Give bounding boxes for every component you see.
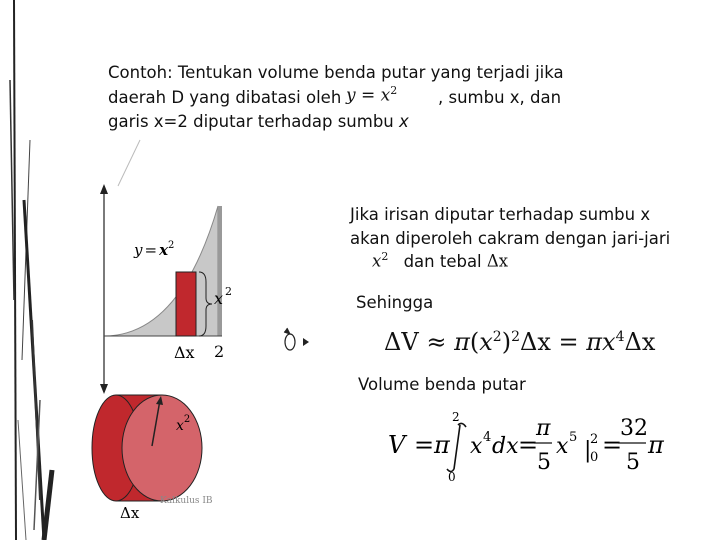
problem-line-2-start: daerah D yang dibatasi oleh	[108, 88, 342, 107]
svg-text:π: π	[434, 431, 450, 459]
thickness-symbol: Δx	[486, 251, 509, 271]
explanation-line-2: akan diperoleh cakram dengan jari-jari	[350, 229, 671, 248]
volume-label: Volume benda putar	[358, 375, 526, 394]
sehingga-label: Sehingga	[356, 293, 434, 312]
svg-text:x: x	[556, 434, 569, 459]
svg-text:=: =	[518, 431, 539, 459]
svg-text:dx: dx	[492, 434, 519, 459]
disk-dx-label: Δx	[120, 504, 140, 522]
explanation-line-3: $x^2$ dan tebal Δx	[372, 250, 509, 271]
svg-text:2: 2	[452, 410, 460, 424]
svg-text:π: π	[536, 416, 551, 441]
svg-text:x: x	[470, 434, 483, 459]
svg-text:5: 5	[626, 450, 640, 475]
delta-v-formula: $\Delta V \approx \pi(x^2)^2\Delta x = \pi x^4\Delta x$	[384, 328, 656, 356]
disk-radius-label: $x^2$	[176, 414, 191, 434]
disk	[92, 395, 202, 501]
curve-equation: $y = x^2$	[346, 84, 398, 106]
disk-face	[122, 395, 202, 501]
thickness-label: dan tebal	[403, 251, 482, 271]
problem-line-3: garis x=2 diputar terhadap sumbu x	[108, 112, 409, 131]
svg-text:π: π	[648, 431, 664, 459]
svg-text:5: 5	[537, 450, 551, 475]
problem-line-1: Contoh: Tentukan volume benda putar yang terjadi jika	[108, 63, 564, 82]
svg-text:|: |	[584, 438, 592, 463]
curve-label: $y = x^2$	[134, 240, 175, 259]
shaded-region	[104, 206, 218, 336]
slice-strip	[176, 272, 196, 336]
problem-line-2-end: , sumbu x, dan	[438, 88, 562, 107]
integral-icon	[447, 423, 466, 471]
svg-text:=: =	[602, 431, 623, 459]
svg-text:2: 2	[590, 432, 599, 447]
svg-text:V: V	[388, 431, 406, 459]
watermark: Kalkulus IB	[160, 496, 213, 506]
svg-text:5: 5	[569, 430, 578, 445]
svg-text:=: =	[414, 431, 435, 459]
svg-text:4: 4	[483, 430, 492, 445]
svg-text:0: 0	[590, 450, 599, 465]
height-label: x $^2$	[214, 285, 233, 308]
x-value-label: 2	[214, 342, 225, 361]
dx-label: Δx	[174, 343, 195, 362]
explanation-line-1: Jika irisan diputar terhadap sumbu x	[350, 205, 651, 224]
volume-formula	[380, 405, 680, 485]
radius-symbol: x	[372, 251, 382, 271]
svg-text:0: 0	[448, 470, 456, 484]
rotation-arrow-icon	[284, 328, 309, 350]
svg-text:32: 32	[620, 416, 648, 441]
